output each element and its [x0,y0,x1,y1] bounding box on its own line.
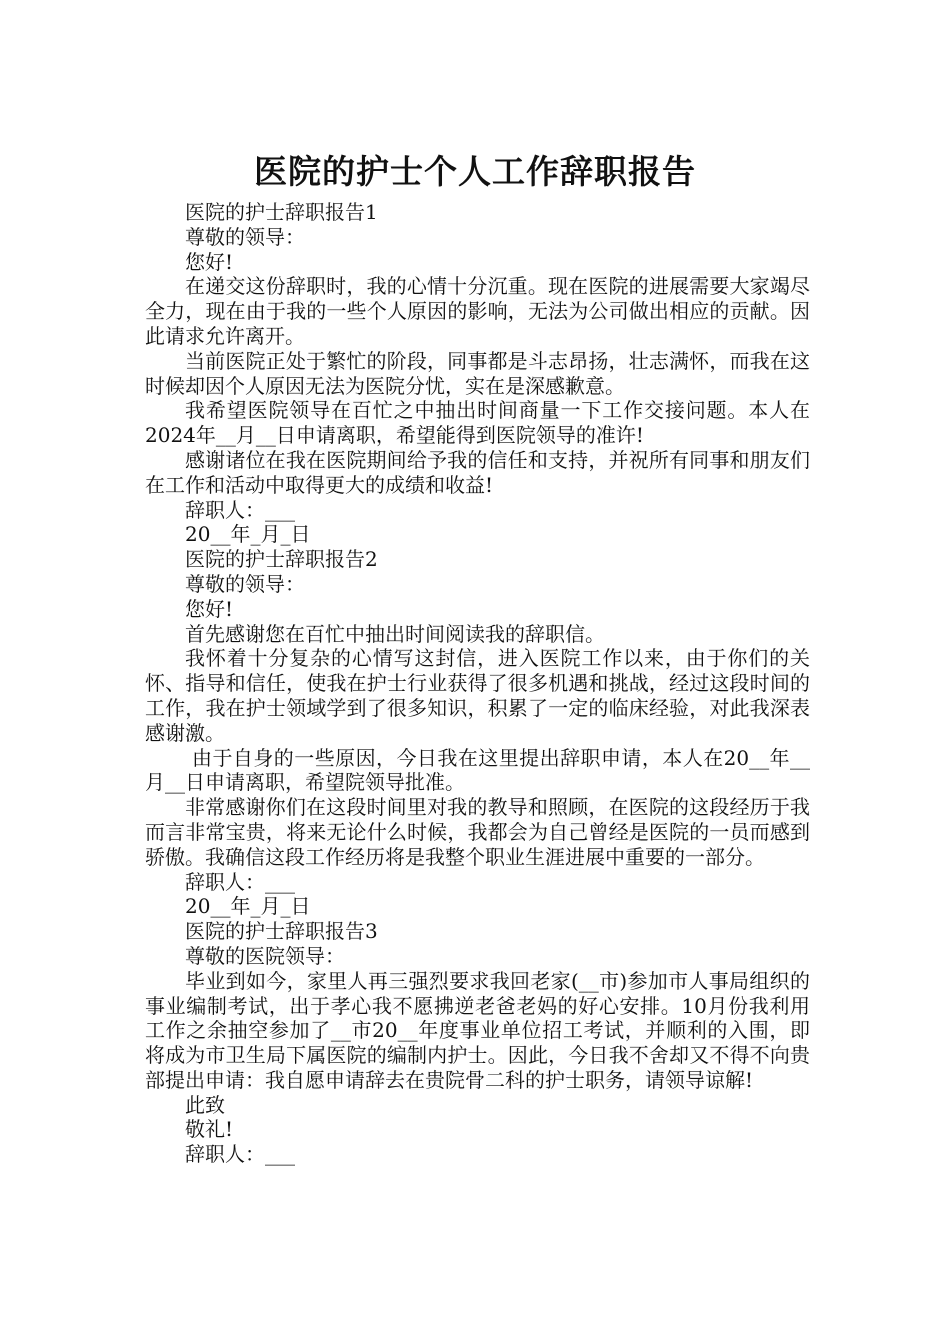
section-heading-1: 医院的护士辞职报告1 [185,200,378,224]
date-line: 20__年_月_日 [185,894,311,919]
salutation: 尊敬的领导： [185,571,305,596]
salutation: 尊敬的领导： [185,224,305,249]
signature-line: 辞职人：___ [185,1142,295,1167]
body-paragraph: 首先感谢您在百忙中抽出时间阅读我的辞职信。 [185,621,605,646]
document-body [145,200,810,1167]
body-paragraph: 由于自身的一些原因，今日我在这里提出辞职申请，本人在20__年__月__日申请离职，希望院领导批准。 [145,745,810,795]
body-paragraph: 当前医院正处于繁忙的阶段，同事都是斗志昂扬，壮志满怀，而我在这时候却因个人原因无法为医院分忧，实在是深感歉意。 [145,348,810,398]
body-paragraph: 非常感谢你们在这段时间里对我的教导和照顾，在医院的这段经历于我而言非常宝贵，将来无论什么时候，我都会为自己曾经是医院的一员而感到骄傲。我确信这段工作经历将是我整个职业生涯进展中重要的一部分。 [145,795,810,869]
greeting: 您好! [185,249,234,274]
signature-line: 辞职人：___ [185,869,295,894]
body-paragraph: 毕业到如今，家里人再三强烈要求我回老家(__市)参加市人事局组织的事业编制考试，出于孝心我不愿拂逆老爸老妈的好心安排。10月份我利用工作之余抽空参加了__市20__年度事业单位招工考试，并顺利的入围，即将成为市卫生局下属医院的编制内护士。因此，今日我不舍却又不得不向贵部提出申请：我自愿申请辞去在贵院骨二科的护士职务，请领导谅解! [145,968,810,1092]
body-paragraph: 我希望医院领导在百忙之中抽出时间商量一下工作交接问题。本人在2024年__月__日申请离职，希望能得到医院领导的准许! [145,398,810,448]
closing-line: 敬礼! [185,1117,234,1142]
body-paragraph: 感谢诸位在我在医院期间给予我的信任和支持，并祝所有同事和朋友们在工作和活动中取得更大的成绩和收益! [145,447,810,497]
greeting: 您好! [185,596,234,621]
document-title: 医院的护士个人工作辞职报告 [254,152,696,192]
date-line: 20__年_月_日 [185,522,311,547]
body-paragraph: 我怀着十分复杂的心情写这封信，进入医院工作以来，由于你们的关怀、指导和信任，使我在护士行业获得了很多机遇和挑战，经过这段时间的工作，我在护士领域学到了很多知识，积累了一定的临床经验，对此我深表感谢激。 [145,646,810,745]
salutation: 尊敬的医院领导： [185,943,345,968]
section-heading-2: 医院的护士辞职报告2 [185,547,378,572]
body-paragraph: 在递交这份辞职时，我的心情十分沉重。现在医院的进展需要大家竭尽全力，现在由于我的一些个人原因的影响，无法为公司做出相应的贡献。因此请求允许离开。 [145,274,810,348]
signature-line: 辞职人：___ [185,497,295,522]
closing-line: 此致 [185,1092,225,1117]
section-heading-3: 医院的护士辞职报告3 [185,919,378,944]
